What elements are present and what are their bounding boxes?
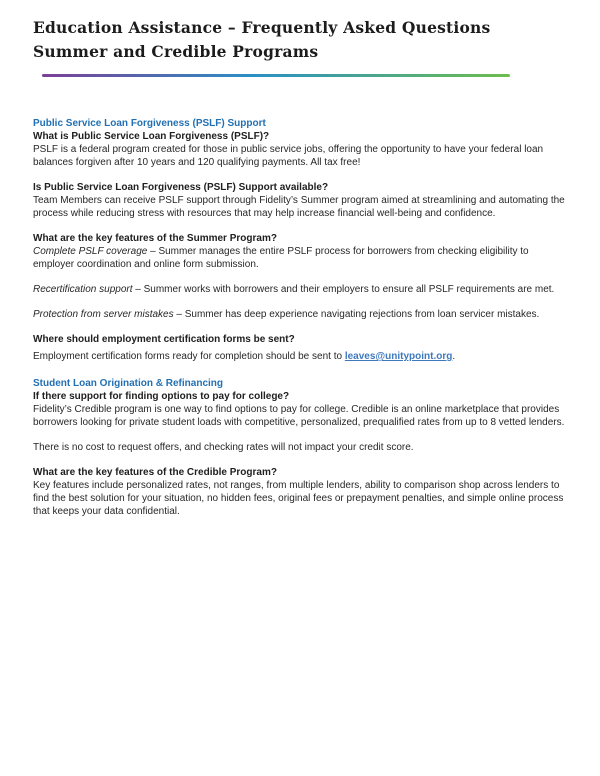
- answer-pay-for-college-1: Fidelity’s Credible program is one way to find options to pay for college. Credible is an online marketplace that provides borrowers looking for private student loads with competitive, personalized, prequalified rates from up to 8 vetted lenders.: [33, 404, 565, 428]
- feature-complete-pslf-coverage: [33, 245, 570, 271]
- feature-lead: Complete PSLF coverage: [33, 246, 148, 257]
- answer-text-after-link: .: [452, 351, 456, 362]
- title-line-2: Summer and Credible Programs: [33, 42, 319, 61]
- feature-lead: Protection from server mistakes: [33, 309, 174, 320]
- feature-recertification-support: [33, 283, 570, 296]
- question-what-is-pslf: What is Public Service Loan Forgiveness (PSLF)?: [33, 131, 270, 142]
- question-pay-for-college: If there support for finding options to pay for college?: [33, 391, 290, 402]
- section-loan-origination: [33, 377, 570, 518]
- answer-pslf-available: Team Members can receive PSLF support through Fidelity’s Summer program aimed at streamlining and automating the process while reducing stress with resources that may help increase financial well-being and confidence.: [33, 195, 565, 219]
- question-pslf-available: Is Public Service Loan Forgiveness (PSLF) Support available?: [33, 182, 329, 193]
- feature-text: – Summer has deep experience navigating rejections from loan servicer mistakes.: [173, 309, 540, 320]
- section-heading-pslf: Public Service Loan Forgiveness (PSLF) Support: [33, 118, 266, 129]
- email-link[interactable]: leaves@unitypoint.org: [344, 351, 453, 362]
- question-forms-sent: Where should employment certification forms be sent?: [33, 334, 295, 345]
- feature-lead: Recertification support: [33, 284, 133, 295]
- feature-text: – Summer works with borrowers and their employers to ensure all PSLF requirements are met.: [132, 284, 555, 295]
- answer-credible-features: Key features include personalized rates, not ranges, from multiple lenders, ability to comparison shop across lenders to find the best solution for your situation, no hidden fees, original fees or prepayment penalties, and simple online process that keeps your data confidential.: [33, 480, 564, 517]
- title-line-1: Education Assistance – Frequently Asked Questions: [33, 18, 491, 37]
- gradient-divider: [42, 74, 510, 77]
- question-credible-features: What are the key features of the Credible Program?: [33, 467, 277, 478]
- answer-what-is-pslf: PSLF is a federal program created for those in public service jobs, offering the opportunity to have your federal loan balances forgiven after 10 years and 120 qualifying payments. All tax free!: [33, 144, 544, 168]
- question-summer-features: What are the key features of the Summer Program?: [33, 233, 277, 244]
- page-title: [33, 16, 570, 64]
- section-heading-origination: Student Loan Origination & Refinancing: [33, 378, 223, 389]
- answer-forms-sent: [33, 350, 570, 363]
- feature-protection-mistakes: [33, 308, 570, 321]
- feature-text: – Summer manages the entire PSLF process for borrowers from checking eligibility to employer coordination and online form submission.: [33, 246, 529, 270]
- section-pslf-support: [33, 117, 570, 363]
- answer-text-before-link: Employment certification forms ready for completion should be sent to: [33, 351, 345, 362]
- answer-pay-for-college-2: There is no cost to request offers, and checking rates will not impact your credit score.: [33, 442, 414, 453]
